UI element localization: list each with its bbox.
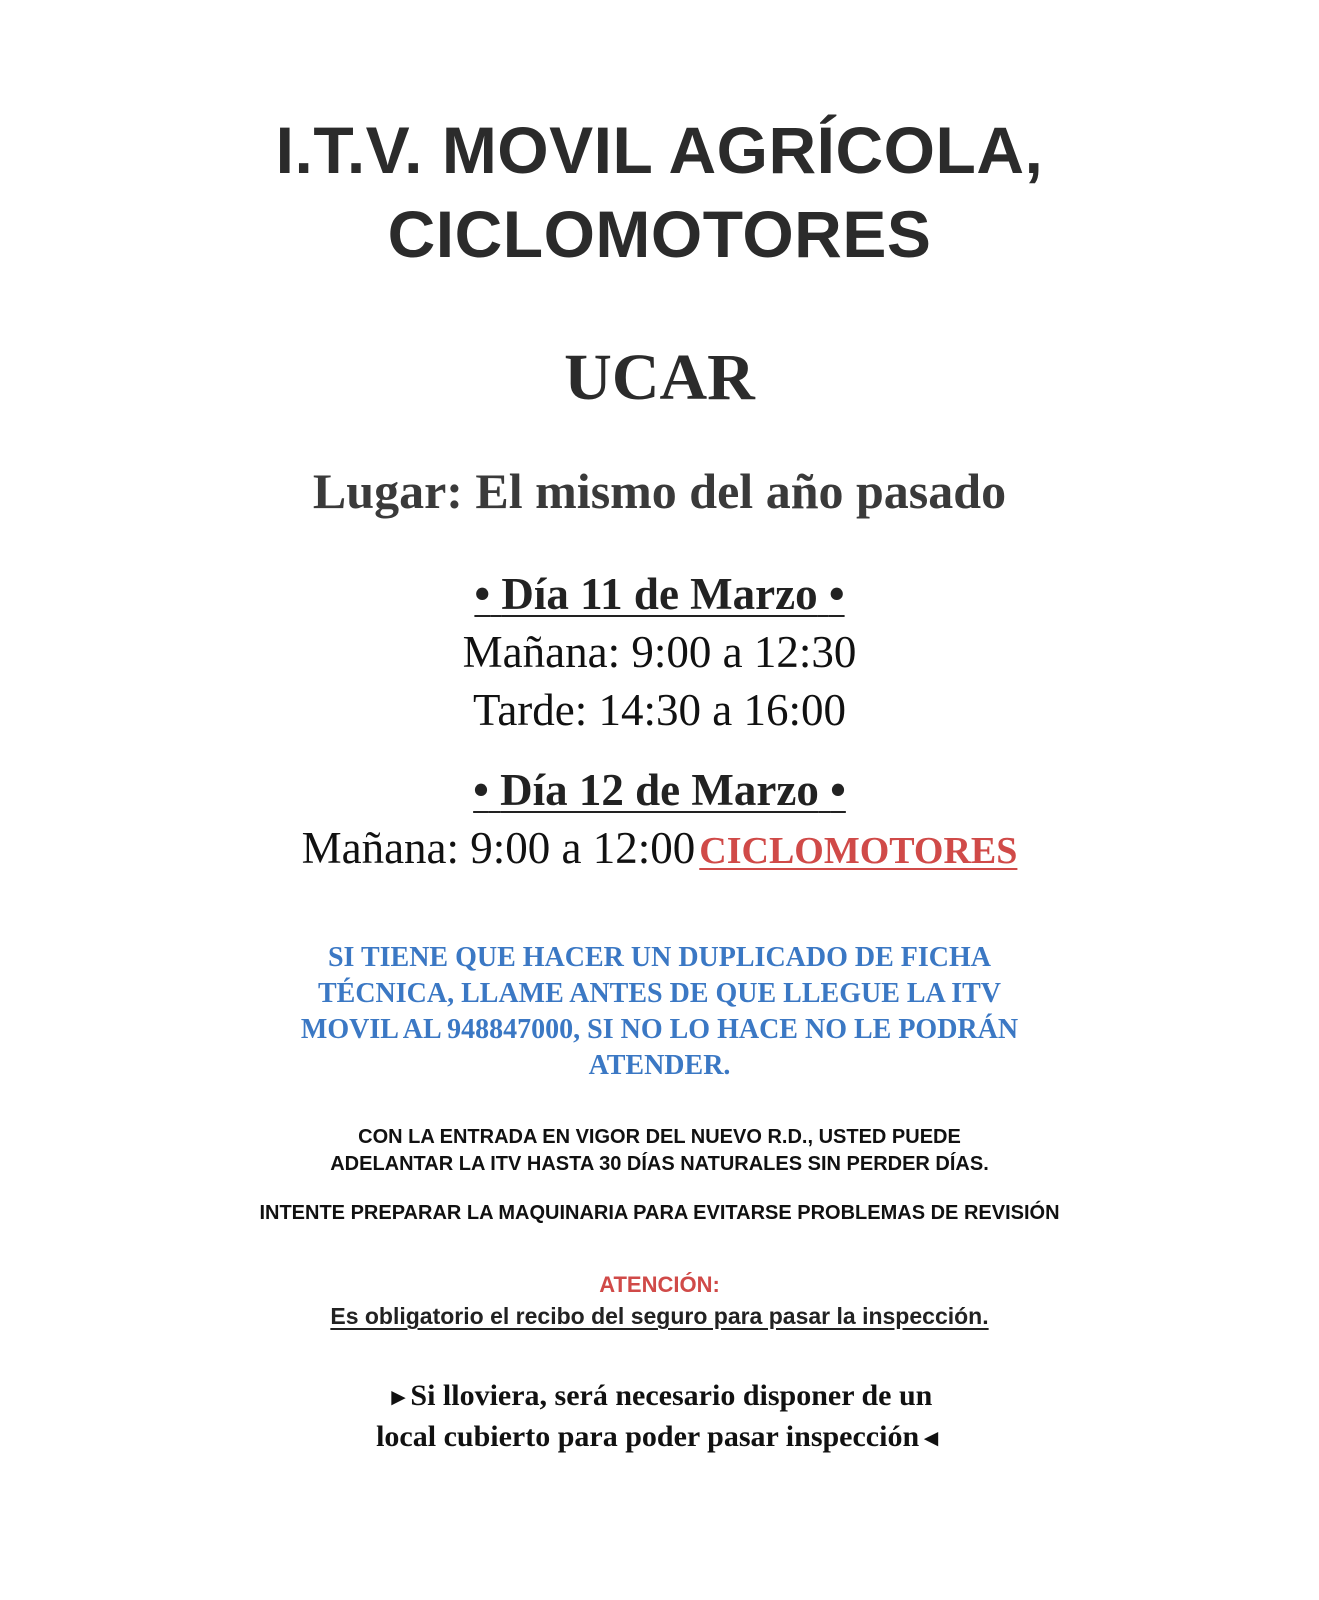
insurance-requirement: Es obligatorio el recibo del seguro para pasar la inspección. xyxy=(330,1303,989,1329)
attention-label: ATENCIÓN: xyxy=(599,1272,720,1297)
blue-notice-line-2: TÉCNICA, LLAME ANTES DE QUE LLEGUE LA ITV xyxy=(317,978,1002,1009)
bullet-right: • xyxy=(830,765,846,815)
title-line-1: I.T.V. MOVIL AGRÍCOLA, xyxy=(275,113,1044,187)
day2-morning: Mañana: 9:00 a 12:00 xyxy=(301,823,696,873)
day1-heading xyxy=(0,568,1319,620)
rain-line-1 xyxy=(0,1379,1319,1413)
rd-notice-line-2: ADELANTAR LA ITV HASTA 30 DÍAS NATURALES SIN PERDER DÍAS. xyxy=(330,1153,989,1175)
arrow-right-icon: ► xyxy=(386,1385,411,1411)
bullet-left: • xyxy=(473,765,489,815)
day2-morning-row xyxy=(0,822,1319,874)
day2-heading-text: Día 12 de Marzo xyxy=(500,765,819,815)
prep-notice: INTENTE PREPARAR LA MAQUINARIA PARA EVITARSE PROBLEMAS DE REVISIÓN xyxy=(259,1202,1060,1224)
bullet-left: • xyxy=(474,569,491,619)
rd-notice-line-1: CON LA ENTRADA EN VIGOR DEL NUEVO R.D., USTED PUEDE xyxy=(358,1126,961,1148)
blue-notice-line-3: MOVIL AL 948847000, SI NO LO HACE NO LE PODRÁN xyxy=(300,1014,1019,1045)
bullet-right: • xyxy=(828,569,845,619)
day2-heading xyxy=(0,764,1319,816)
title-line-2: CICLOMOTORES xyxy=(387,197,932,271)
town-name: UCAR xyxy=(564,341,755,414)
rain-line-2 xyxy=(0,1420,1319,1454)
arrow-left-icon: ◄ xyxy=(919,1426,943,1452)
day1-morning: Mañana: 9:00 a 12:30 xyxy=(462,627,857,677)
rain-text-1: Si lloviera, será necesario disponer de un xyxy=(410,1379,933,1412)
day1-afternoon: Tarde: 14:30 a 16:00 xyxy=(472,685,846,735)
day1-heading-text: Día 11 de Marzo xyxy=(501,569,818,619)
blue-notice-line-4: ATENDER. xyxy=(588,1050,731,1081)
blue-notice-line-1: SI TIENE QUE HACER UN DUPLICADO DE FICHA xyxy=(327,942,992,973)
rain-text-2: local cubierto para poder pasar inspección xyxy=(376,1420,920,1453)
place-line: Lugar: El mismo del año pasado xyxy=(312,463,1007,519)
day2-moped-tag: CICLOMOTORES xyxy=(699,830,1018,872)
